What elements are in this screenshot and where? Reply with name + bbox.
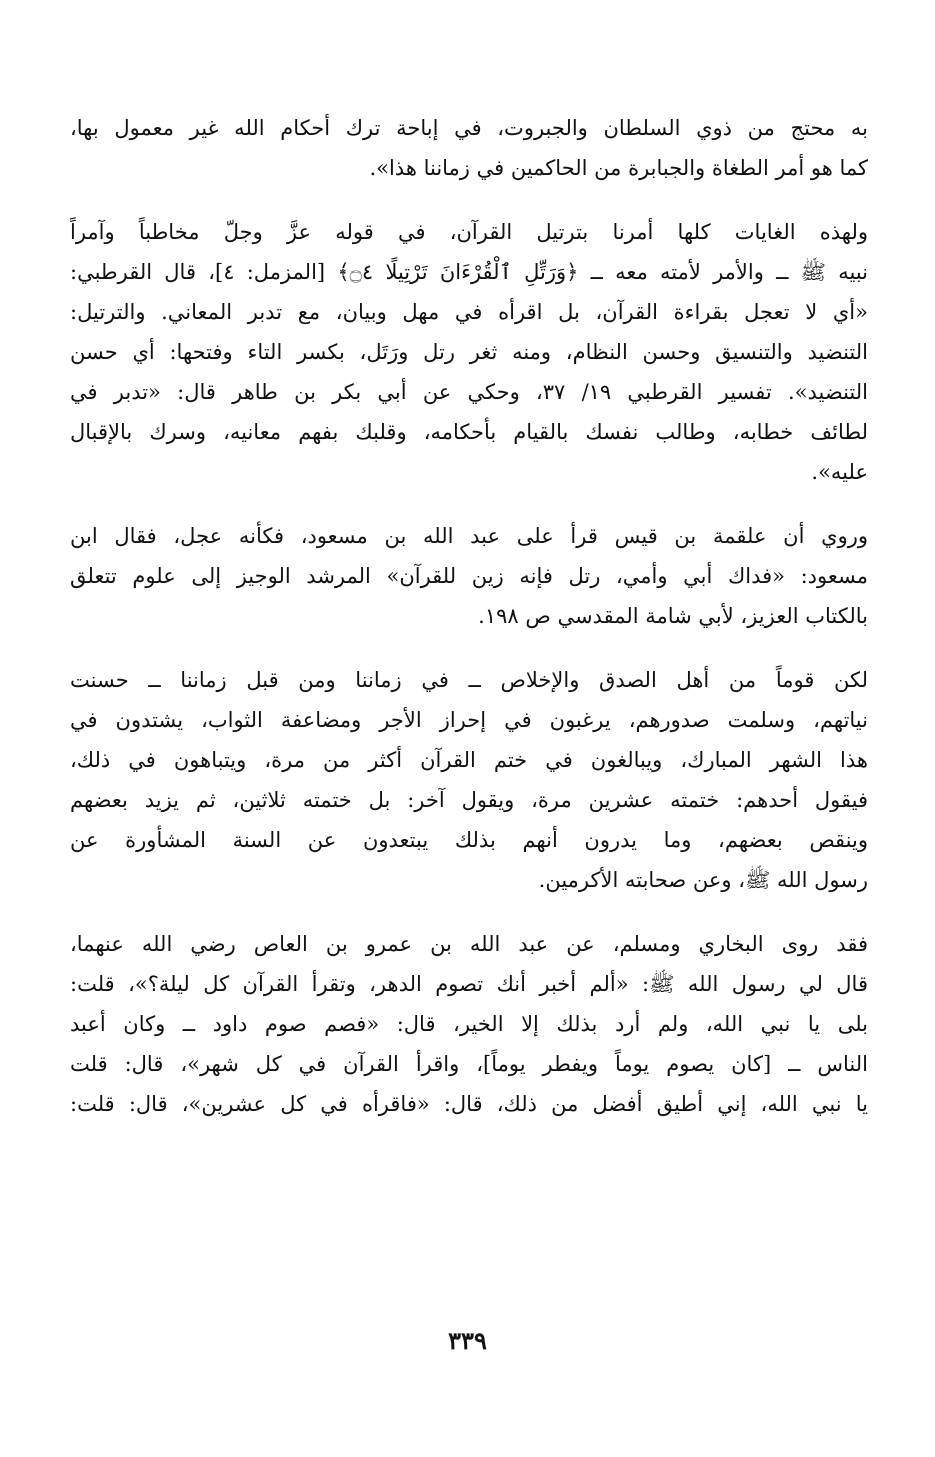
text-line: نياتهم، وسلمت صدورهم، يرغبون في إحراز الأجر ومضاعفة الثواب، يشتدون في	[70, 708, 868, 732]
text-line: بلى يا نبي الله، ولم أرد بذلك إلا الخير، قال: «فصم صوم داود ــ وكان أعبد	[70, 1012, 868, 1036]
text-line: الناس ــ [كان يصوم يوماً ويفطر يوماً]، واقرأ القرآن في كل شهر»، قال: قلت	[70, 1052, 868, 1076]
text-line: قال لي رسول الله ﷺ: «ألم أخبر أنك تصوم الدهر، وتقرأ القرآن كل ليلة؟»، قلت:	[70, 972, 868, 996]
text-line: بالكتاب العزيز، لأبي شامة المقدسي ص ١٩٨.	[478, 604, 868, 628]
paragraph-2	[70, 212, 868, 492]
text-line: رسول الله ﷺ، وعن صحابته الأكرمين.	[538, 868, 868, 892]
text-line: فقد روى البخاري ومسلم، عن عبد الله بن عمرو بن العاص رضي الله عنهما،	[70, 932, 868, 956]
text-line: نبيه ﷺ ــ والأمر لأمته معه ــ ﴿وَرَتِّلِ ٱلْقُرْءَانَ تَرْتِيلًا ۝٤﴾ [المزمل: ٤]، قال القرطبي:	[70, 260, 868, 284]
page-body	[70, 108, 868, 1148]
paragraph-5	[70, 924, 868, 1124]
text-line: «أي لا تعجل بقراءة القرآن، بل اقرأه في مهل وبيان، مع تدبر المعاني. والترتيل:	[70, 300, 868, 324]
text-line: فيقول أحدهم: ختمته عشرين مرة، ويقول آخر: بل ختمته ثلاثين، ثم يزيد بعضهم	[70, 788, 868, 812]
text-line: التنضيد والتنسيق وحسن النظام، ومنه ثغر رتل ورَتَل، بكسر التاء وفتحها: أي حسن	[70, 340, 868, 364]
text-line: عليه».	[811, 460, 868, 484]
text-line: كما هو أمر الطغاة والجبابرة من الحاكمين في زماننا هذا».	[369, 156, 868, 180]
paragraph-1	[70, 108, 868, 188]
text-line: وروي أن علقمة بن قيس قرأ على عبد الله بن مسعود، فكأنه عجل، فقال ابن	[70, 524, 868, 548]
text-line: لطائف خطابه، وطالب نفسك بالقيام بأحكامه، وقلبك بفهم معانيه، وسرك بالإقبال	[70, 420, 868, 444]
text-line: ولهذه الغايات كلها أمرنا بترتيل القرآن، في قوله عزَّ وجلّ مخاطباً وآمراً	[70, 220, 868, 244]
text-line: مسعود: «فداك أبي وأمي، رتل فإنه زين للقرآن» المرشد الوجيز إلى علوم تتعلق	[70, 564, 868, 588]
text-line: به محتج من ذوي السلطان والجبروت، في إباحة ترك أحكام الله غير معمول بها،	[70, 116, 868, 140]
text-line: لكن قوماً من أهل الصدق والإخلاص ــ في زماننا ومن قبل زماننا ــ حسنت	[70, 668, 868, 692]
text-line: وينقص بعضهم، وما يدرون أنهم بذلك يبتعدون عن السنة المشأورة عن	[70, 828, 868, 852]
paragraph-3	[70, 516, 868, 636]
page-number: ٣٣٩	[448, 1326, 487, 1355]
text-line: يا نبي الله، إني أطيق أفضل من ذلك، قال: «فاقرأه في كل عشرين»، قال: قلت:	[70, 1092, 868, 1116]
paragraph-4	[70, 660, 868, 900]
text-line: هذا الشهر المبارك، ويبالغون في ختم القرآن أكثر من مرة، ويتباهون في ذلك،	[70, 748, 868, 772]
text-line: التنضيد». تفسير القرطبي ١٩/ ٣٧، وحكي عن أبي بكر بن طاهر قال: «تدبر في	[70, 380, 868, 404]
